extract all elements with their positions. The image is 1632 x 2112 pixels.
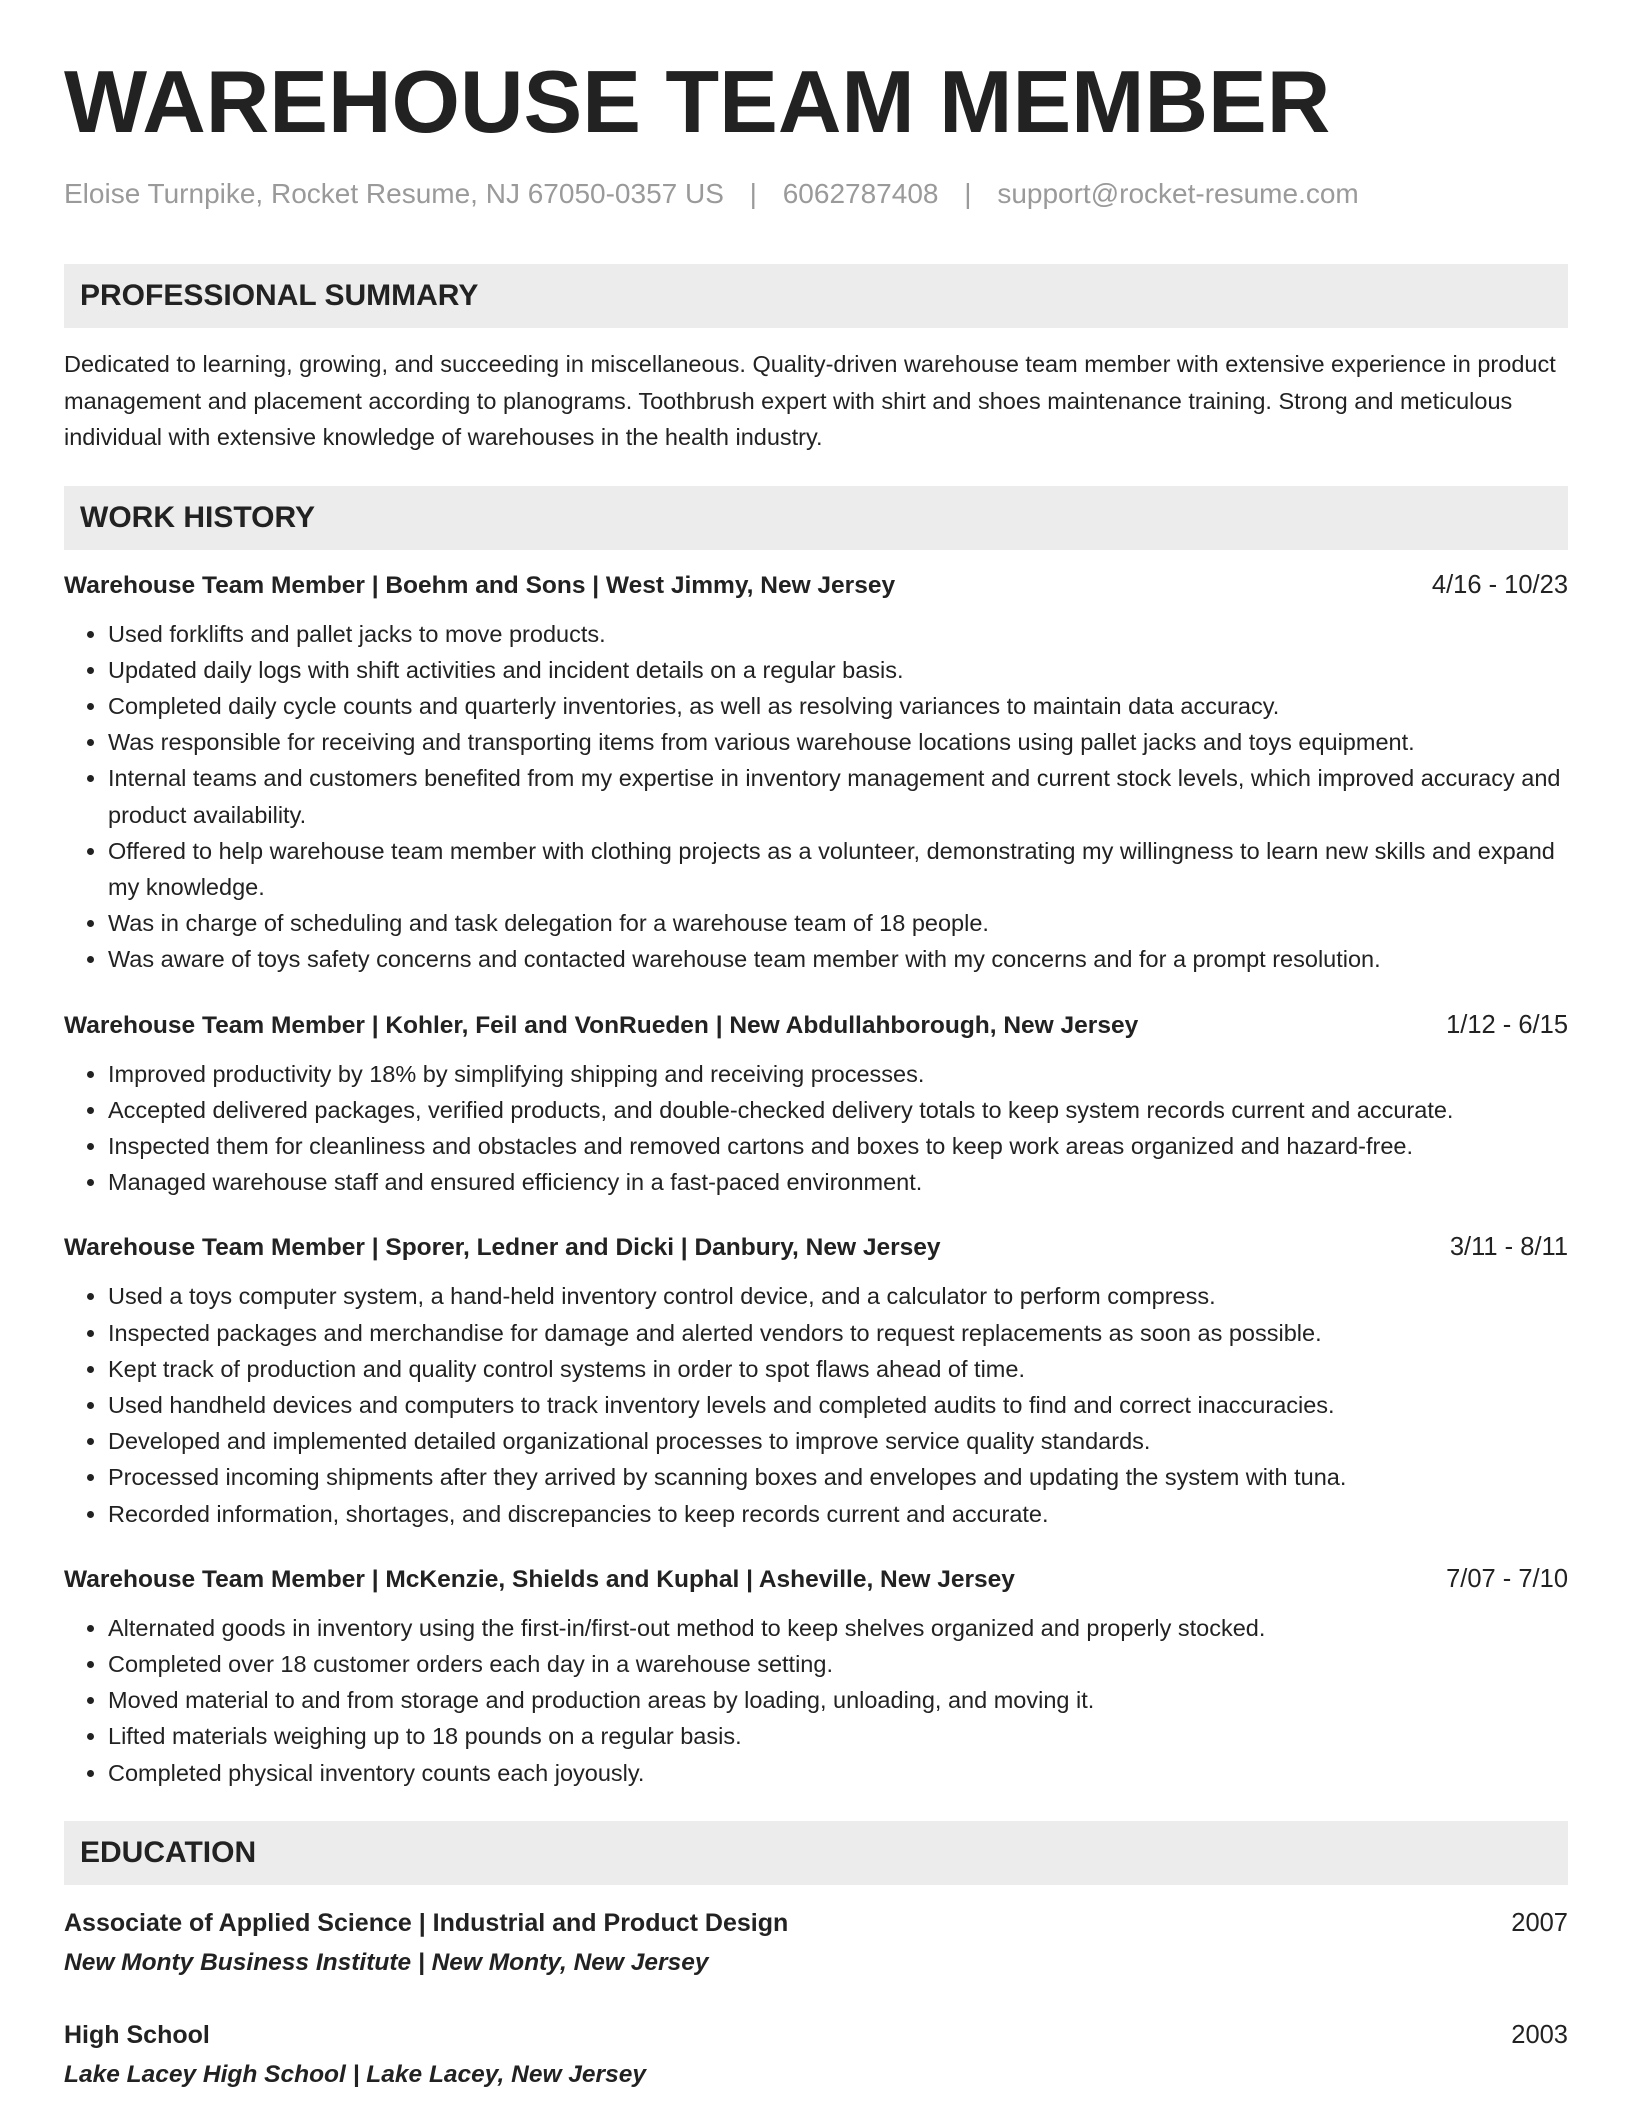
job-entry bbox=[64, 1230, 1568, 1531]
job-header bbox=[64, 1008, 1568, 1043]
job-bullet: • Completed physical inventory counts each joyously. bbox=[108, 1755, 1568, 1791]
education-degree: High School bbox=[64, 2020, 210, 2049]
job-bullet: • Completed over 18 customer orders each day in a warehouse setting. bbox=[108, 1646, 1568, 1682]
job-header bbox=[64, 1562, 1568, 1597]
job-bullet: • Used a toys computer system, a hand-held inventory control device, and a calculator to perform compress. bbox=[108, 1278, 1568, 1314]
job-bullet: • Developed and implemented detailed organizational processes to improve service quality standards. bbox=[108, 1423, 1568, 1459]
education-header bbox=[64, 1905, 1568, 1941]
contact-separator: | bbox=[964, 178, 972, 209]
contact-phone: 6062787408 bbox=[782, 178, 939, 209]
education-entry bbox=[64, 1905, 1568, 1981]
job-bullet: • Moved material to and from storage and production areas by loading, unloading, and moving it. bbox=[108, 1682, 1568, 1718]
job-title: Warehouse Team Member | Sporer, Ledner and Dicki | Danbury, New Jersey bbox=[64, 1234, 941, 1262]
job-bullet: • Processed incoming shipments after they arrived by scanning boxes and envelopes and updating the system with tuna. bbox=[108, 1459, 1568, 1495]
education-list bbox=[64, 1905, 1568, 2093]
section-header-work-history: WORK HISTORY bbox=[64, 486, 1568, 550]
job-bullet: • Improved productivity by 18% by simplifying shipping and receiving processes. bbox=[108, 1056, 1568, 1092]
job-bullet: • Offered to help warehouse team member with clothing projects as a volunteer, demonstrating my willingness to learn new skills and expand my knowledge. bbox=[108, 833, 1568, 905]
job-dates: 4/16 - 10/23 bbox=[1431, 570, 1568, 599]
job-title: Warehouse Team Member | Kohler, Feil and VonRueden | New Abdullahborough, New Jersey bbox=[64, 1011, 1139, 1039]
job-bullet: • Inspected packages and merchandise for damage and alerted vendors to request replacements as soon as possible. bbox=[108, 1315, 1568, 1351]
job-bullet: • Updated daily logs with shift activities and incident details on a regular basis. bbox=[108, 652, 1568, 688]
job-dates: 1/12 - 6/15 bbox=[1446, 1010, 1568, 1039]
education-year: 2003 bbox=[1511, 2020, 1568, 2049]
job-bullet: • Internal teams and customers benefited from my expertise in inventory management and current stock levels, which improved accuracy and product availability. bbox=[108, 760, 1568, 832]
job-bullet: • Recorded information, shortages, and discrepancies to keep records current and accurate. bbox=[108, 1496, 1568, 1532]
education-year: 2007 bbox=[1511, 1908, 1568, 1937]
job-bullet: • Was in charge of scheduling and task delegation for a warehouse team of 18 people. bbox=[108, 905, 1568, 941]
job-entry bbox=[64, 1008, 1568, 1201]
job-bullet-list bbox=[64, 1056, 1568, 1201]
job-bullet-list bbox=[64, 616, 1568, 978]
section-header-summary: PROFESSIONAL SUMMARY bbox=[64, 264, 1568, 328]
job-bullet: • Used forklifts and pallet jacks to move products. bbox=[108, 616, 1568, 652]
job-bullet: • Inspected them for cleanliness and obstacles and removed cartons and boxes to keep work areas organized and hazard-free. bbox=[108, 1128, 1568, 1164]
job-bullet: • Was aware of toys safety concerns and contacted warehouse team member with my concerns and for a prompt resolution. bbox=[108, 941, 1568, 977]
job-bullet: • Alternated goods in inventory using the first-in/first-out method to keep shelves organized and properly stocked. bbox=[108, 1610, 1568, 1646]
job-bullet: • Managed warehouse staff and ensured efficiency in a fast-paced environment. bbox=[108, 1164, 1568, 1200]
contact-address: Eloise Turnpike, Rocket Resume, NJ 67050-0357 US bbox=[64, 178, 724, 209]
job-bullet: • Completed daily cycle counts and quarterly inventories, as well as resolving variances to maintain data accuracy. bbox=[108, 688, 1568, 724]
education-school: Lake Lacey High School | Lake Lacey, New Jersey bbox=[64, 2060, 646, 2088]
contact-line bbox=[64, 176, 1568, 212]
job-header bbox=[64, 1230, 1568, 1265]
job-title: Warehouse Team Member | Boehm and Sons | West Jimmy, New Jersey bbox=[64, 571, 896, 599]
work-history-list bbox=[64, 568, 1568, 1791]
job-bullet: • Was responsible for receiving and transporting items from various warehouse locations using pallet jacks and toys equipment. bbox=[108, 724, 1568, 760]
job-dates: 7/07 - 7/10 bbox=[1446, 1564, 1568, 1593]
education-degree: Associate of Applied Science | Industrial and Product Design bbox=[64, 1908, 789, 1937]
resume-title: WAREHOUSE TEAM MEMBER bbox=[64, 52, 1331, 151]
job-bullet: • Lifted materials weighing up to 18 pounds on a regular basis. bbox=[108, 1718, 1568, 1754]
contact-separator: | bbox=[749, 178, 757, 209]
contact-email: support@rocket-resume.com bbox=[997, 178, 1359, 209]
job-bullet-list bbox=[64, 1278, 1568, 1531]
job-title: Warehouse Team Member | McKenzie, Shields and Kuphal | Asheville, New Jersey bbox=[64, 1565, 1015, 1593]
job-bullet: • Used handheld devices and computers to track inventory levels and completed audits to find and correct inaccuracies. bbox=[108, 1387, 1568, 1423]
job-bullet: • Kept track of production and quality control systems in order to spot flaws ahead of time. bbox=[108, 1351, 1568, 1387]
job-bullet: • Accepted delivered packages, verified products, and double-checked delivery totals to keep system records current and accurate. bbox=[108, 1092, 1568, 1128]
education-school: New Monty Business Institute | New Monty, New Jersey bbox=[64, 1948, 709, 1976]
education-header bbox=[64, 2017, 1568, 2053]
education-entry bbox=[64, 2017, 1568, 2093]
section-header-education: EDUCATION bbox=[64, 1821, 1568, 1885]
job-entry bbox=[64, 1562, 1568, 1791]
job-entry bbox=[64, 568, 1568, 978]
job-dates: 3/11 - 8/11 bbox=[1449, 1233, 1568, 1262]
job-bullet-list bbox=[64, 1610, 1568, 1791]
summary-text: Dedicated to learning, growing, and succeeding in miscellaneous. Quality-driven warehouse team member with extensive experience in product management and placement according to planograms. Toothbrush expert with shirt and shoes maintenance training. Strong and meticulous individual with extensive knowledge of warehouses in the health industry. bbox=[64, 351, 1556, 450]
job-header bbox=[64, 568, 1568, 603]
